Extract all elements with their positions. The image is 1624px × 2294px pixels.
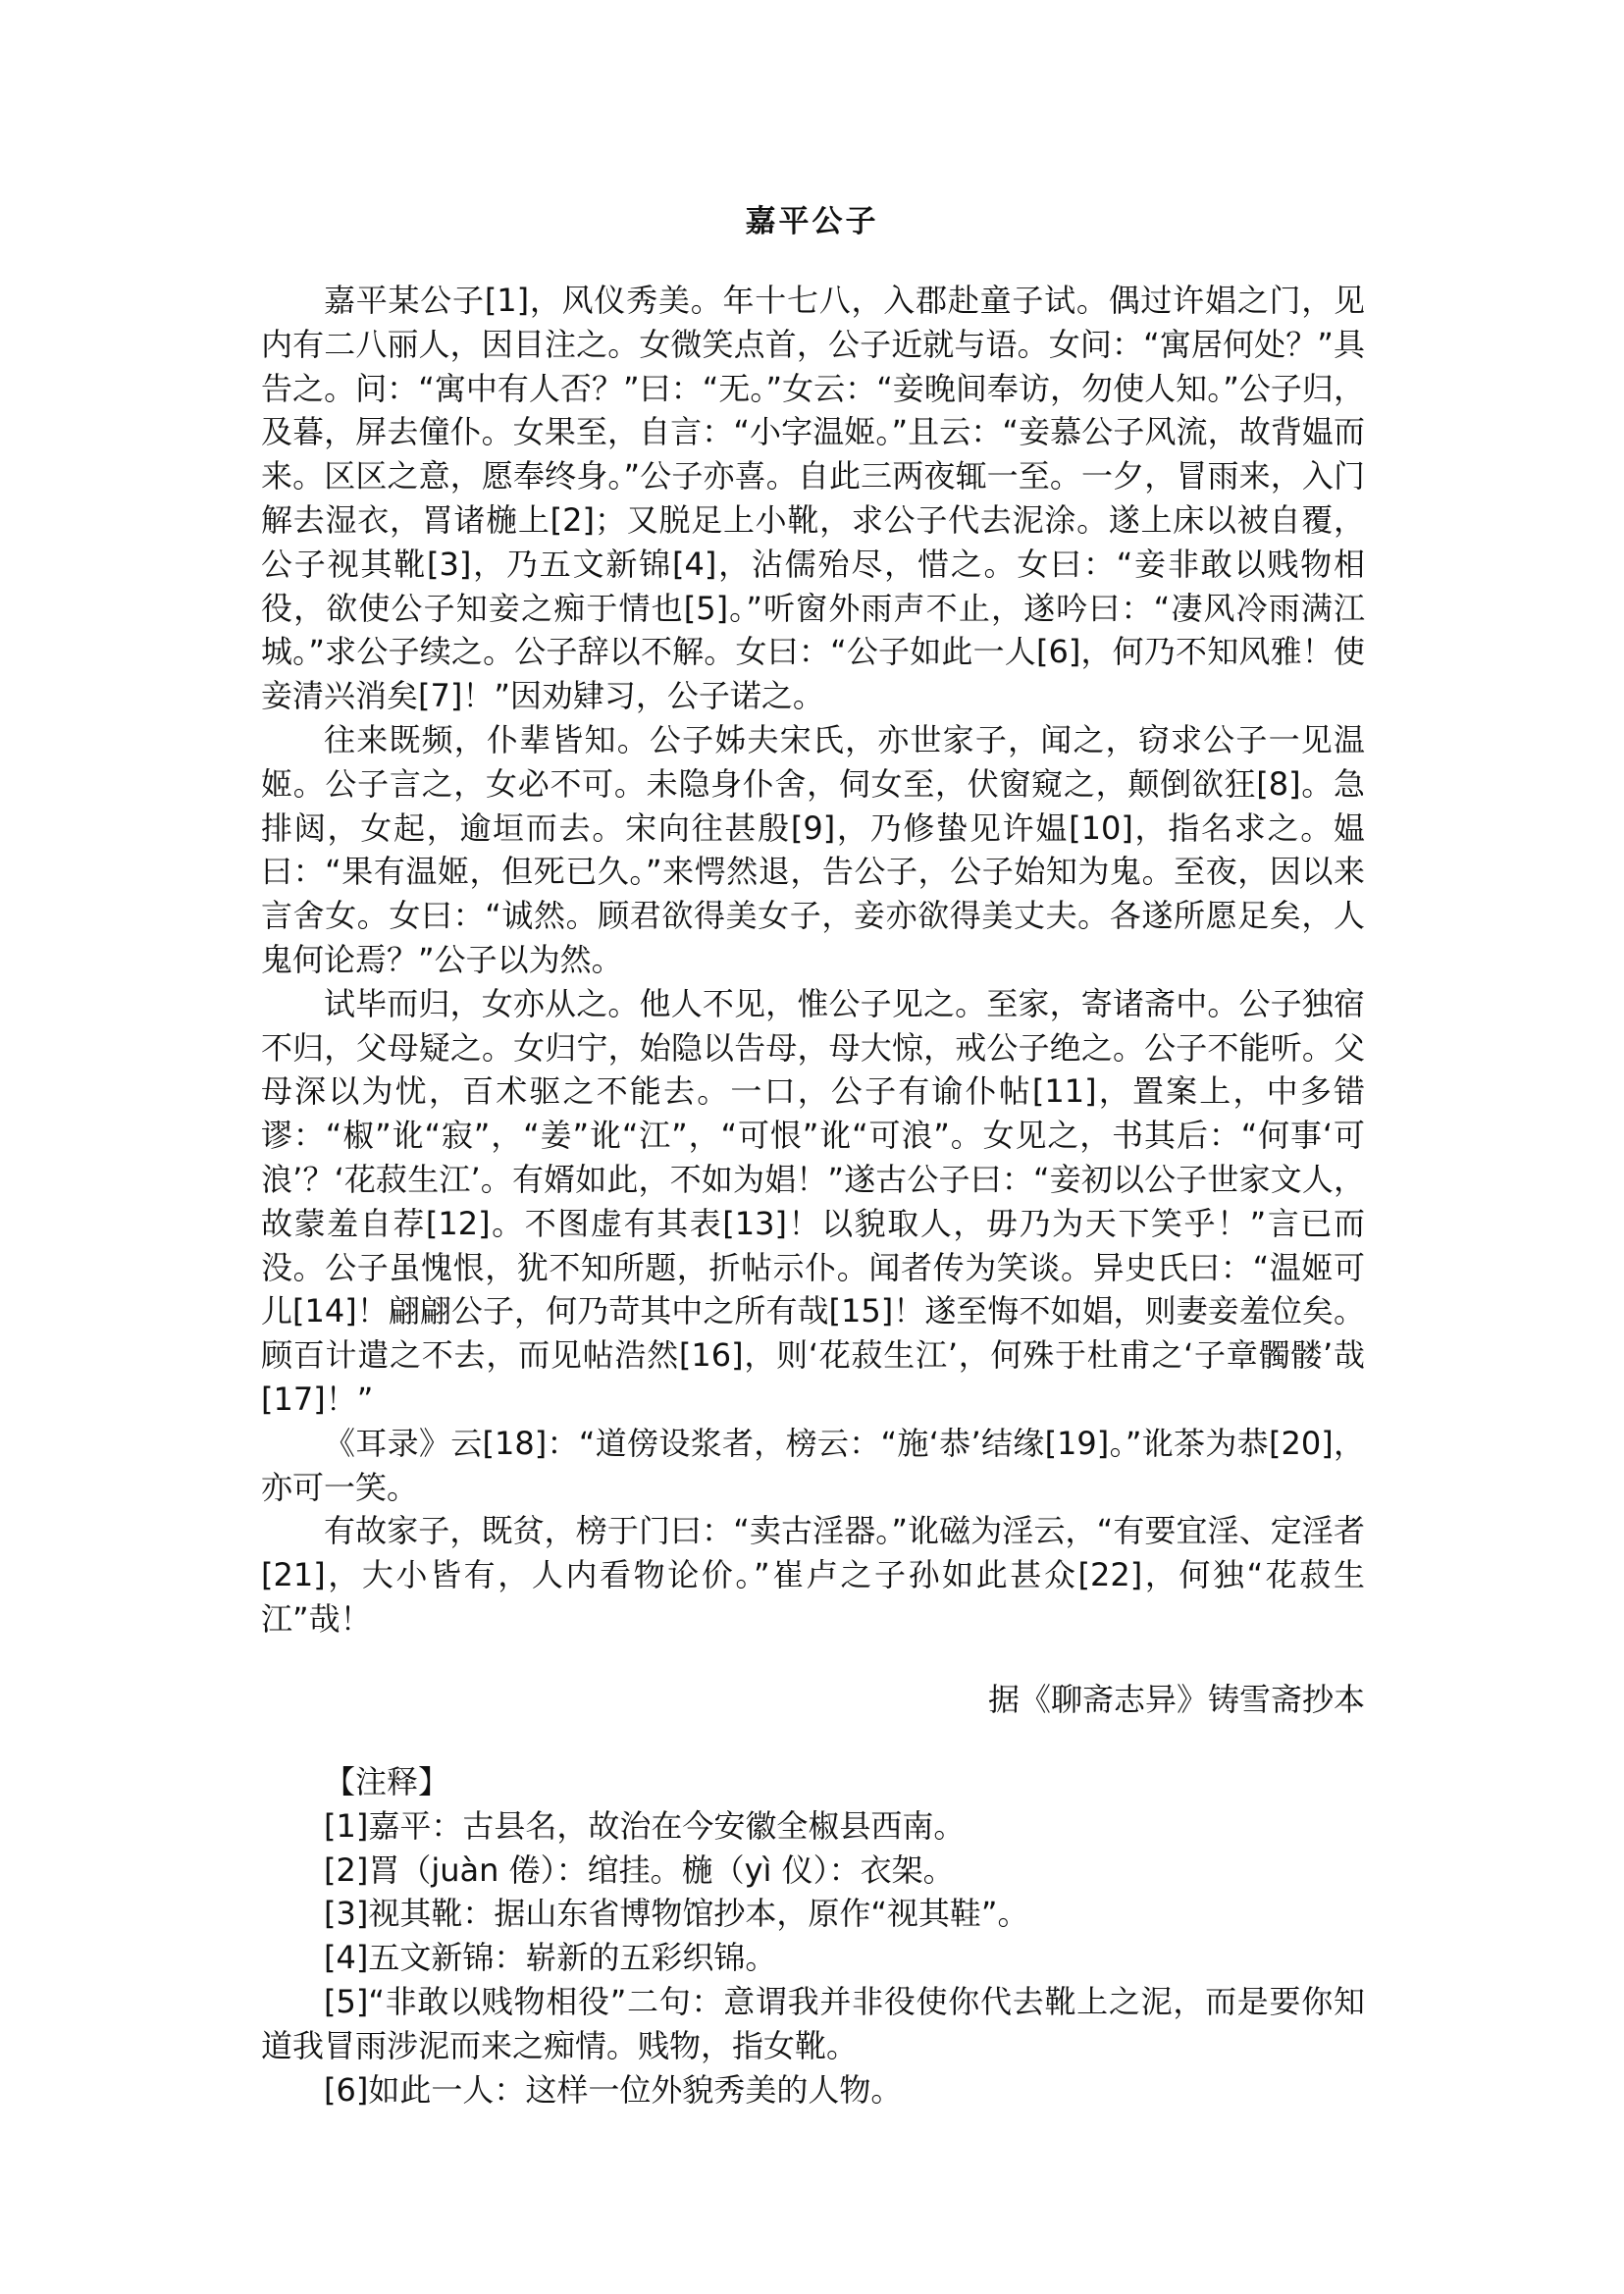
note-item: [5]“非敢以贱物相役”二句：意谓我并非役使你代去靴上之泥，而是要你知道我冒雨涉泥而来之痴情。贱物，指女靴。 xyxy=(261,1982,1365,2064)
notes-section xyxy=(261,1760,1365,2112)
note-item: [2]罥（juàn 倦）：绾挂。椸（yì 仪）：衣架。 xyxy=(324,1851,955,1889)
source-citation: 据《聊斋志异》铸雪斋抄本 xyxy=(987,1681,1365,1718)
body-paragraph: 《耳录》云[18]：“道傍设浆者，榜云：“施‘恭’结缘[19]。”讹茶为恭[20]，亦可一笑。 xyxy=(261,1424,1365,1506)
body-paragraph: 往来既频，仆辈皆知。公子姊夫宋氏，亦世家子，闻之，窃求公子一见温姬。公子言之，女必不可。未隐身仆舍，伺女至，伏窗窥之，颠倒欲狂[8]。急排闼，女起，逾垣而去。宋向往甚殷[9]，乃修蛰见许媪[10]，指名求之。媪曰：“果有温姬，但死已久。”来愕然退，告公子，公子始知为鬼。至夜，因以来言舍女。女曰：“诚然。顾君欲得美女子，妾亦欲得美丈夫。各遂所愿足矣，人鬼何论焉？”公子以为然。 xyxy=(261,720,1365,978)
notes-heading: 【注释】 xyxy=(324,1763,450,1800)
body-paragraph: 有故家子，既贫，榜于门曰：“卖古淫器。”讹磁为淫云，“有要宜淫、定淫者[21]，大小皆有，人内看物论价。”崔卢之子孙如此甚众[22]，何独“花菽生江”哉！ xyxy=(261,1512,1365,1638)
note-item: [3]视其靴：据山东省博物馆抄本，原作“视其鞋”。 xyxy=(324,1895,1029,1933)
body-paragraph: 试毕而归，女亦从之。他人不见，惟公子见之。至家，寄诸斋中。公子独宿不归，父母疑之。女归宁，始隐以告母，母大惊，戒公子绝之。公子不能听。父母深以为忧，百术驱之不能去。一口，公子有谕仆帖[11]，置案上，中多错谬：“椒”讹“寂”，“姜”讹“江”，“可恨”讹“可浪”。女见之，书其后：“何事‘可浪’？‘花菽生江’。有婿如此，不如为娼！”遂古公子曰：“妾初以公子世家文人，故蒙羞自荐[12]。不图虚有其表[13]！以貌取人，毋乃为天下笑乎！”言已而没。公子虽愧恨，犹不知所题，折帖示仆。闻者传为笑谈。异史氏曰：“温姬可儿[14]！翩翩公子，何乃苛其中之所有哉[15]！遂至悔不如娼，则妻妾羞位矣。顾百计遣之不去，而见帖浩然[16]，则‘花菽生江’，何殊于杜甫之‘子章髑髅’哉[17]！” xyxy=(261,984,1365,1418)
story-body xyxy=(261,279,1365,1642)
note-item: [4]五文新锦：崭新的五彩织锦。 xyxy=(324,1939,777,1977)
note-item: [6]如此一人：这样一位外貌秀美的人物。 xyxy=(324,2070,903,2109)
body-paragraph: 嘉平某公子[1]，风仪秀美。年十七八，入郡赴童子试。偶过许娼之门，见内有二八丽人，因目注之。女微笑点首，公子近就与语。女问：“寓居何处？”具告之。问：“寓中有人否？”曰：“无。”女云：“妾晚间奉访，勿使人知。”公子归，及暮，屏去僮仆。女果至，自言：“小字温姬。”且云：“妾慕公子风流，故背媪而来。区区之意，愿奉终身。”公子亦喜。自此三两夜辄一至。一夕，冒雨来，入门解去湿衣，罥诸椸上[2]；又脱足上小靴，求公子代去泥涂。遂上床以被自覆，公子视其靴[3]，乃五文新锦[4]，沾儒殆尽，惜之。女曰：“妾非敢以贱物相役，欲使公子知妾之痴于情也[5]。”听窗外雨声不止，遂吟曰：“凄风冷雨满江城。”求公子续之。公子辞以不解。女曰：“公子如此一人[6]，何乃不知风雅！使妾清兴消矣[7]！”因劝肄习，公子诺之。 xyxy=(261,282,1365,715)
document-title: 嘉平公子 xyxy=(745,204,879,239)
note-item: [1]嘉平：古县名，故治在今安徽全椒县西南。 xyxy=(324,1806,966,1845)
